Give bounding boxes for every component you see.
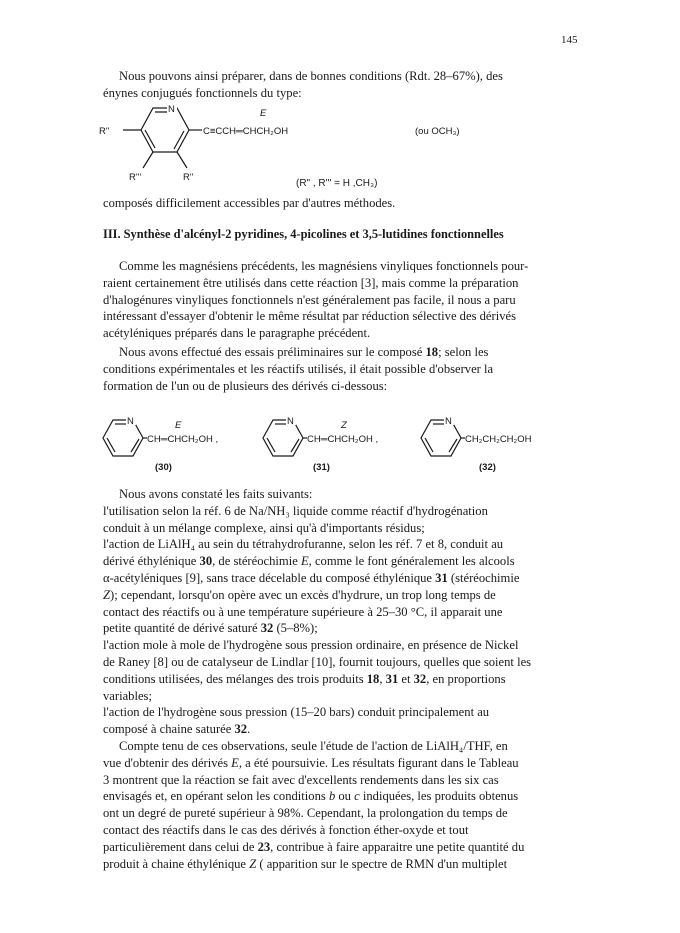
obs1-line: l'utilisation selon la réf. 6 de Na/NH₃ liquide comme réactif d'hydrogénation xyxy=(103,503,488,518)
alternative-substituent: (ou OCH₃) xyxy=(415,126,460,137)
para1-line: intéressant d'essayer d'obtenir le même résultat par réduction sélective des dérivés xyxy=(103,309,516,324)
para3-line: contact des réactifs dans le cas des dérivés à fonction éther-oxyde et tout xyxy=(103,822,469,837)
observations xyxy=(103,486,581,872)
obs2-line: α-acétyléniques [9], sans trace décelable du composé éthylénique 31 (stéréochimie xyxy=(103,570,520,585)
para3-line: ont un degré de pureté supérieur à 98%. Cependant, la prolongation du temps de xyxy=(103,806,508,821)
compound-30 xyxy=(103,414,218,473)
para3-line: vue d'obtenir des dérivés E, a été poursuivie. Les résultats figurant dans le Tableau xyxy=(103,755,519,770)
ring-nitrogen-label: N xyxy=(287,416,294,427)
compound-number: (31) xyxy=(313,462,330,473)
para1-line: acétyléniques préparés dans le paragraphe précédent. xyxy=(103,326,371,341)
para1-line: raient certainement être utilisés dans cette réaction [3], mais comme la préparation xyxy=(103,275,519,290)
compound-number: (30) xyxy=(155,462,172,473)
substituent-r3: R''' xyxy=(129,172,142,183)
compound-ref: 23 xyxy=(257,839,271,854)
substituent-r2-right: R" xyxy=(183,172,194,183)
intro-line-1: Nous pouvons ainsi préparer, dans de bonnes conditions (Rdt. 28–67%), des xyxy=(119,69,503,83)
compound-number: (32) xyxy=(479,462,496,473)
ring-nitrogen-label: N xyxy=(168,104,175,115)
obs2-line: l'action de LiAlH₄ au sein du tétrahydrofuranne, selon les réf. 7 et 8, conduit au xyxy=(103,537,504,552)
compounds-diagram xyxy=(95,412,575,478)
compound-ref: 30 xyxy=(199,554,213,569)
stereo-label: Z xyxy=(341,420,347,431)
para3-line: envisagés et, en opérant selon les conditions b ou c indiquées, les produits obtenus xyxy=(103,789,519,804)
side-chain: CH₂CH₂CH₂OH xyxy=(465,434,532,445)
stereo-label: E xyxy=(175,420,182,431)
obs3-line: de Raney [8] ou de catalyseur de Lindlar [10], fournit toujours, quelles que soient les xyxy=(103,654,532,669)
obs3-line: l'action mole à mole de l'hydrogène sous pression ordinaire, en présence de Nickel xyxy=(103,638,519,653)
para2-line: Nous avons effectué des essais préliminaires sur le composé 18; selon les xyxy=(119,345,489,359)
obs4-line: composé à chaine saturée 32. xyxy=(103,722,251,737)
paragraph-1 xyxy=(103,258,581,342)
obs2-line: petite quantité de dérivé saturé 32 (5–8%); xyxy=(103,621,318,636)
enyne-chain: C≡CCH═CHCH₂OH xyxy=(203,126,289,137)
para1-line: Comme les magnésiens précédents, les magnésiens vinyliques fonctionnels pour- xyxy=(119,259,529,273)
compound-ref: 18 xyxy=(425,345,439,359)
substituent-r2-left: R" xyxy=(99,126,110,137)
observations-intro: Nous avons constaté les faits suivants: xyxy=(119,487,313,501)
obs3-line: conditions utilisées, des mélanges des trois produits 18, 31 et 32, en proportions xyxy=(103,671,506,686)
ring-nitrogen-label: N xyxy=(127,416,134,427)
obs2-line: dérivé éthylénique 30, de stéréochimie E, comme le font généralement les alcools xyxy=(103,554,515,569)
intro-paragraph xyxy=(103,68,581,102)
para2-line: formation de l'un ou de plusieurs des dérivés ci-dessous: xyxy=(103,378,388,393)
compound-ref: 32 xyxy=(413,671,427,686)
stereo-e-label: E xyxy=(260,108,267,119)
para2-line: conditions expérimentales et les réactifs utilisés, il était possible d'observer la xyxy=(103,361,494,376)
paragraph-2 xyxy=(103,344,581,394)
pyridine-ring xyxy=(123,108,202,168)
compound-31 xyxy=(263,414,378,473)
obs2-line: contact des réactifs ou à une température supérieure à 25–30 °C, il apparait une xyxy=(103,604,503,619)
para3-line: particulièrement dans celui de 23, contribue à faire apparaitre une petite quantité du xyxy=(103,839,525,854)
para1-line: d'halogénures vinyliques fonctionnels n'est généralement pas facile, il nous a paru xyxy=(103,292,516,307)
para3-line: Compte tenu de ces observations, seule l'étude de l'action de LiAlH₄/THF, en xyxy=(119,738,508,753)
compound-32 xyxy=(421,414,532,473)
compound-ref: 18 xyxy=(366,671,380,686)
compound-ref: 31 xyxy=(385,671,399,686)
compound-ref: 32 xyxy=(260,621,274,636)
page-number: 145 xyxy=(561,34,578,46)
after-scheme-line: composés difficilement accessibles par d'autres méthodes. xyxy=(103,196,396,210)
para3-line: produit à chaine éthylénique Z ( apparition sur le spectre de RMN d'un multiplet xyxy=(103,856,508,871)
substituent-conditions: (R" , R''' = H ,CH₃) xyxy=(296,178,378,189)
obs3-line: variables; xyxy=(103,688,152,703)
section-heading: III. Synthèse d'alcényl-2 pyridines, 4-picolines et 3,5-lutidines fonctionnelles xyxy=(103,227,504,241)
obs1-line: conduit à un mélange complexe, ainsi qu'à d'importants résidus; xyxy=(103,520,425,535)
ring-nitrogen-label: N xyxy=(445,416,452,427)
para3-line: 3 montrent que la réaction se fait avec d'excellents rendements dans les six cas xyxy=(103,772,499,787)
obs2-line: Z); cependant, lorsqu'on opère avec un excès d'hydrure, un trop long temps de xyxy=(103,587,496,602)
side-chain: CH═CHCH₂OH , xyxy=(307,434,379,445)
intro-line-2: énynes conjugués fonctionnels du type: xyxy=(103,85,302,100)
side-chain: CH═CHCH₂OH , xyxy=(147,434,219,445)
obs4-line: l'action de l'hydrogène sous pression (15–20 bars) conduit principalement au xyxy=(103,705,490,720)
compound-ref: 31 xyxy=(435,570,448,585)
compound-ref: 32 xyxy=(234,722,248,737)
